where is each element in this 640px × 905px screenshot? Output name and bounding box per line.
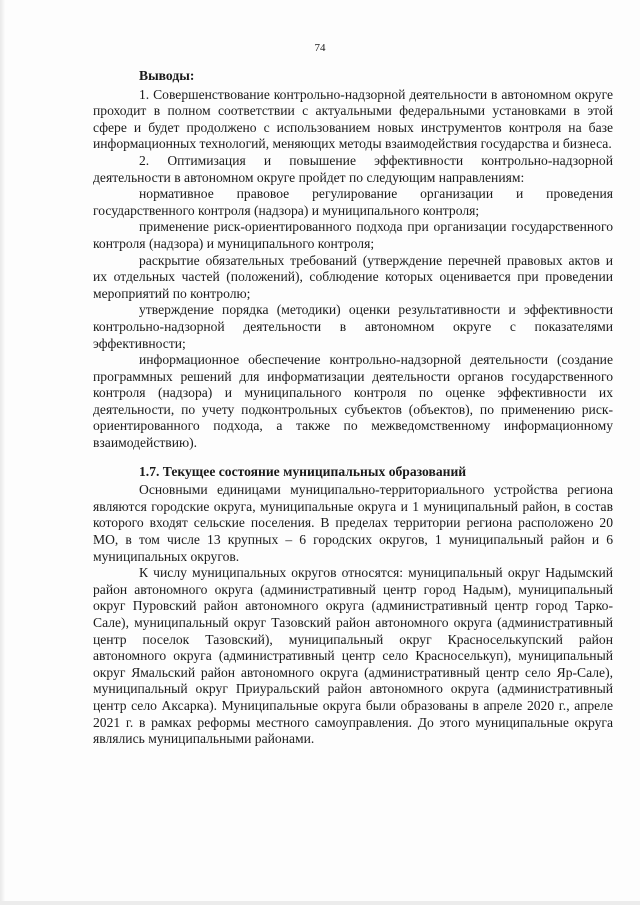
direction-item-3: раскрытие обязательных требований (утверждение перечней правовых актов и их отдельных частей (положений), соблюдение которых оценивается при проведении мероприятий по контролю;	[93, 252, 613, 301]
scan-bottom-edge	[0, 901, 640, 905]
direction-item-4: утверждение порядка (методики) оценки результативности и эффективности контрольно-надзорной деятельности в автономном округе с показателями эффективности;	[93, 302, 613, 351]
direction-item-1: нормативное правовое регулирование организации и проведения государственного контроля (надзора) и муниципального контроля;	[93, 186, 613, 218]
scan-edge	[0, 0, 6, 905]
conclusion-paragraph-2: 2. Оптимизация и повышение эффективности контрольно-надзорной деятельности в автономном округе пройдет по следующим направлениям:	[93, 152, 613, 185]
conclusions-heading: Выводы:	[139, 68, 195, 83]
section-paragraph-2: К числу муниципальных округов относятся: муниципальный округ Надымский район автономного округа (административный центр город Надым), муниципальный округ Пуровский район автономного округа (административный центр город Тарко-Сале), муниципальный округ Тазовский район автономного округа (административный центр поселок Тазовский), муниципальный округ Красноселькупский район автономного округа (административный центр село Красноселькуп), муниципальный округ Ямальский район автономного округа (административный центр село Яр-Сале), муниципальный округ Приуральский район автономного округа (административный центр село Аксарка). Муниципальные округа были образованы в апреле 2020 г., апреле 2021 г. в рамках реформы местного самоуправления. До этого муниципальные округа являлись муниципальными районами.	[93, 565, 613, 747]
direction-item-5: информационное обеспечение контрольно-надзорной деятельности (создание программных решений для информатизации деятельности органов государственного контроля (надзора) и муниципального контроля по оценке эффективности их деятельности, по учету подконтрольных субъектов (объектов), по применению риск-ориентированного подхода, а также по межведомственному информационному взаимодействию).	[93, 352, 613, 451]
section-heading: 1.7. Текущее состояние муниципальных образований	[139, 463, 467, 479]
page-number: 74	[314, 42, 326, 54]
direction-item-2: применение риск-ориентированного подхода при организации государственного контроля (надзора) и муниципального контроля;	[93, 219, 613, 251]
page-content	[93, 68, 613, 748]
section-paragraph-1: Основными единицами муниципально-территориального устройства региона являются городские округа, муниципальные округа и 1 муниципальный район, в состав которого входят сельские поселения. В пределах территории региона расположено 20 МО, в том числе 13 крупных – 6 городских округов, 1 муниципальный район и 6 муниципальных округов.	[93, 482, 613, 564]
conclusion-paragraph-1: 1. Совершенствование контрольно-надзорной деятельности в автономном округе проходит в полном соответствии с актуальными федеральными установками в этой сфере и будет продолжено с использованием новых инструментов контроля на базе информационных технологий, меняющих методы взаимодействия государства и бизнеса.	[93, 86, 613, 152]
